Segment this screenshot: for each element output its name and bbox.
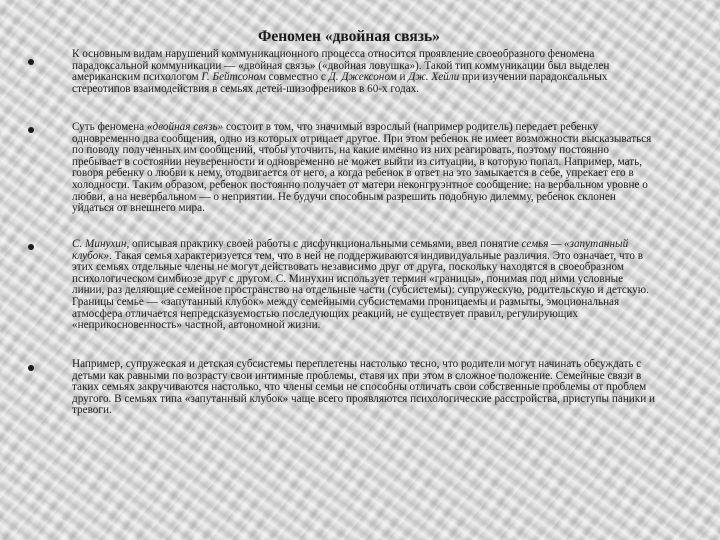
bullet-icon (28, 59, 34, 65)
text-run: К основным видам нарушений коммуникационного процесса относится проявление своеобразного феномена парадоксальной коммуникации — «двойная связь» («двойная ловушка»). Такой тип коммуникации был выделен американским психологом (72, 48, 610, 84)
text-run: состоит в том, что значимый взрослый (например родитель) передает ребенку одновременно два сообщения, одно из которых отрицает другое. При этом ребенок не имеет возможности высказываться по поводу полученных им сообщений, чтобы уточнить, на какие именно из них реагировать, поэтому постоянно пребывает в состоянии неуверенности и одновременно не может выйти из ситуации, в которую попал. Например, мать, говоря ребенку о любви к нему, отодвигается от него, а когда ребенок в ответ на это замыкается в себе, упрекает его в холодности. Таким образом, ребенок постоянно получает от матери неконгруэнтное сообщение: на вербальном уровне о любви, а на невербальном — о неприятии. Не будучи способным разрешить подобную дилемму, ребенок склонен уйдаться от внешнего мира. (72, 121, 652, 215)
text-run: и (396, 71, 409, 84)
page-title: Феномен «двойная связь» (258, 28, 440, 45)
text-run: при изучении парадоксальных стереотипов взаимодействия в семьях детей-шизофреников в 60-х годах. (72, 71, 608, 95)
person-name: Д. Джексоном (328, 71, 397, 84)
paragraph-text (72, 239, 658, 332)
person-name: Г. Бейтсоном (201, 71, 266, 84)
paragraph-text (72, 49, 658, 95)
bullet-icon (28, 365, 34, 371)
paragraph-text (72, 122, 658, 215)
bullet-icon (28, 127, 34, 133)
text-run: совместно с (265, 71, 329, 84)
term: семья — «запутанный клубок» (72, 238, 629, 262)
text-run: Например, супружеская и детская субсистемы переплетены настолько тесно, что родители могут начинать обсуждать с детьми как равными по возрасту свои интимные проблемы, ставя их при этом в сложное положение. Семейные связи в таких семьях закручиваются настолько, что члены семьи не способны отличать свои собственные проблемы от проблем другого. В семьях типа «запутанный клубок» чаще всего проявляются психологические расстройства, приступы паники и тревоги. (72, 358, 655, 417)
text-run: , описывая практику своей работы с дисфункциональными семьями, ввел понятие (126, 238, 522, 250)
bullet-icon (28, 244, 34, 250)
text-run: . Такая семья характеризуется тем, что в ней не поддерживаются индивидуальные различия. Это означает, что в этих семьях отдельные члены не могут действовать независимо друг от друга, поскольку находятся в своеобразном психологическом симбиозе друг с другом. С. Минухин использует термин «границы», понимая под ними условные линии, раз деляющие семейное пространство на отдельные части (субсистемы): супружескую, родительскую и детскую. Границы семье — «запутанный клубок» между семейными субсистемами проницаемы и размыты, эмоциональная атмосфера отличается непредсказуемостью последующих реакций, не существует правил, регулирующих «неприкосновенность» частной, автономной жизни. (72, 249, 649, 332)
person-name: Дж. Хейли (408, 71, 460, 84)
paragraph-text (72, 359, 658, 417)
text-run: Суть феномена (72, 121, 147, 133)
person-name: С. Минухин (72, 238, 127, 250)
term: «двойная связь» (146, 121, 224, 133)
